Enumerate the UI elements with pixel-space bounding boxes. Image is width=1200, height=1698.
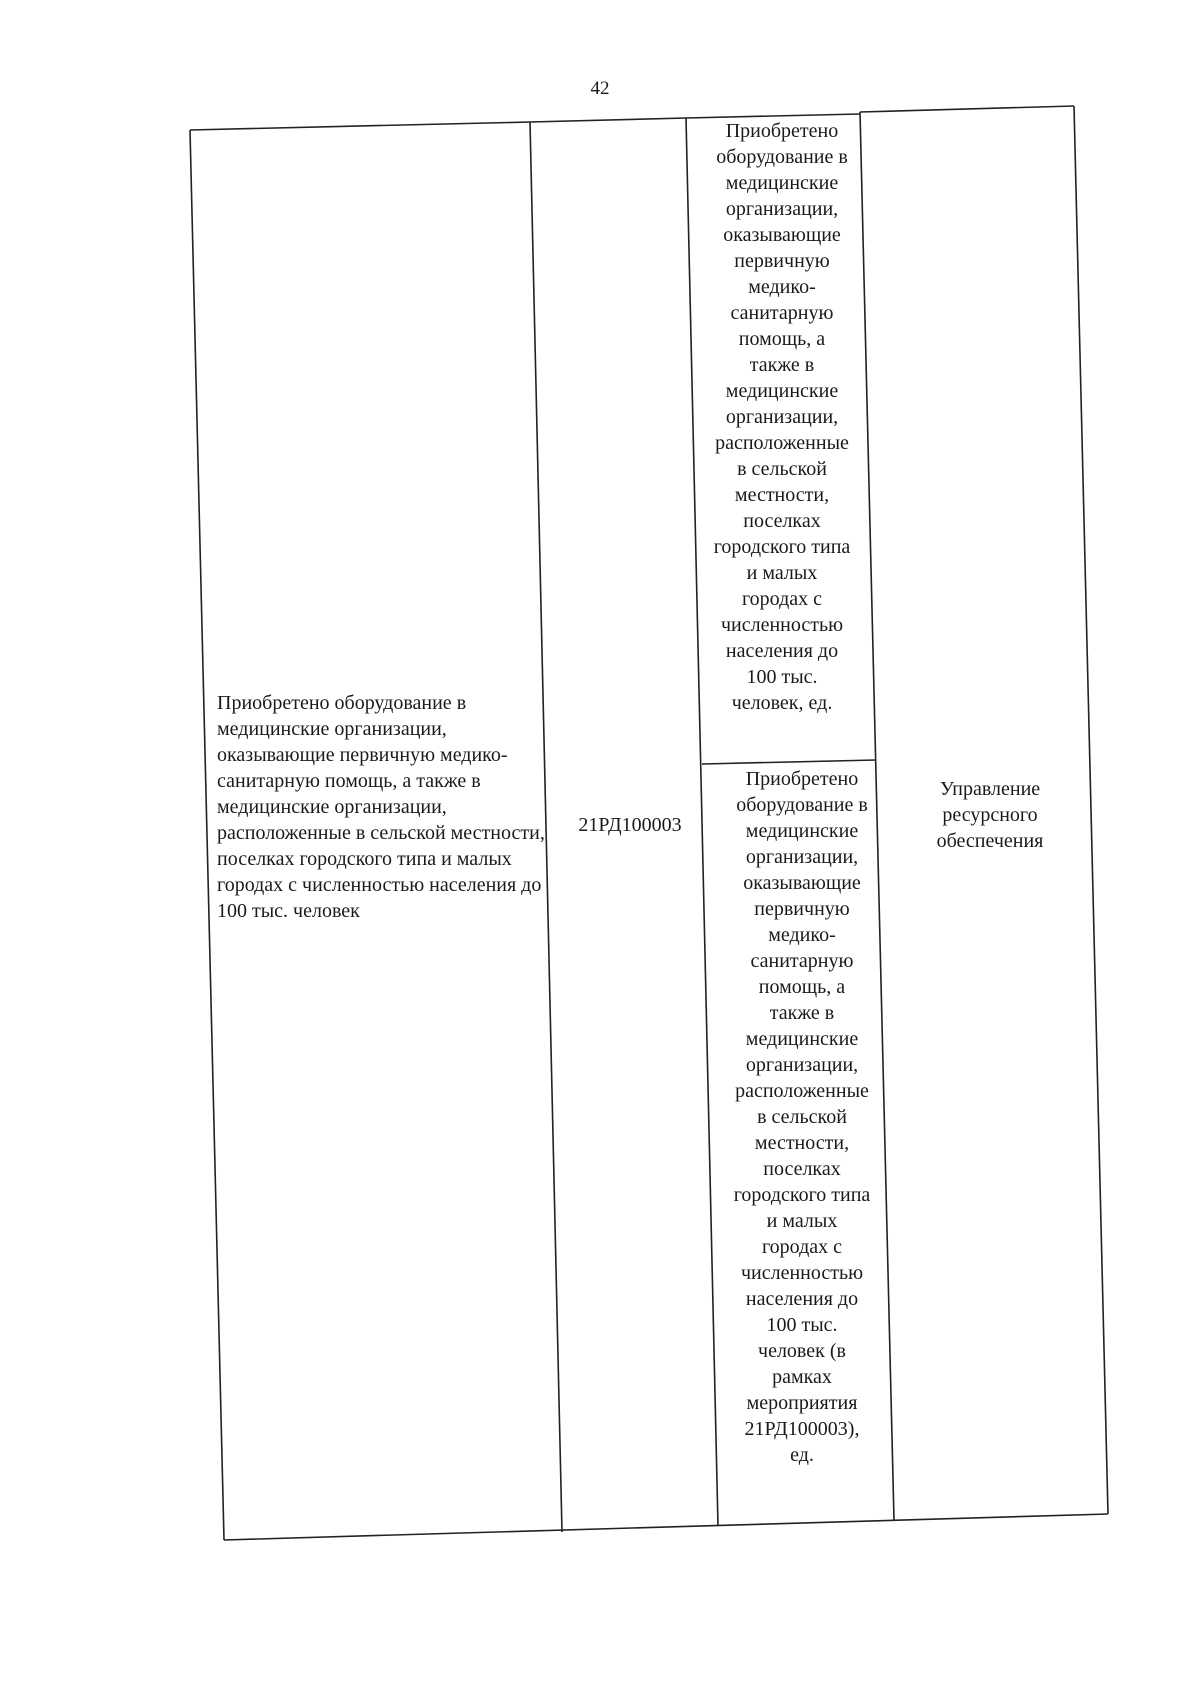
bottom-border bbox=[224, 1514, 1108, 1540]
col4-top-border bbox=[860, 106, 1074, 112]
code-cell: 21РД100003 bbox=[578, 814, 682, 836]
col2-top-border bbox=[530, 118, 686, 122]
col1-top-border bbox=[190, 122, 530, 130]
indicator-cell-1: Приобретено оборудование в медицинские организации, оказывающие первичную медико- санитарную помощь, а также в медицинские организации, расположенные в сельской местности, поселках городского типа и малых городах с численностью населения до 100 тыс. человек, ед. bbox=[713, 120, 851, 714]
indicator-split-line bbox=[702, 760, 876, 764]
indicator-cell-2: Приобретено оборудование в медицинские организации, оказывающие первичную медико- санитарную помощь, а также в медицинские организации, расположенные в сельской местности, поселках городского типа и малых городах с численностью населения до 100 тыс. человек (в рамках мероприятия 21РД100003), ед. bbox=[733, 768, 871, 1466]
responsible-cell: Управление ресурсного обеспечения bbox=[936, 778, 1044, 852]
result-description-cell: Приобретено оборудование в медицинские организации, оказывающие первичную медико-санитарную помощь, а также в медицинские организации, расположенные в сельской местности, поселках городского типа и малых городах с численностью населения до 100 тыс. человек bbox=[217, 692, 545, 922]
page-number: 42 bbox=[590, 78, 610, 99]
